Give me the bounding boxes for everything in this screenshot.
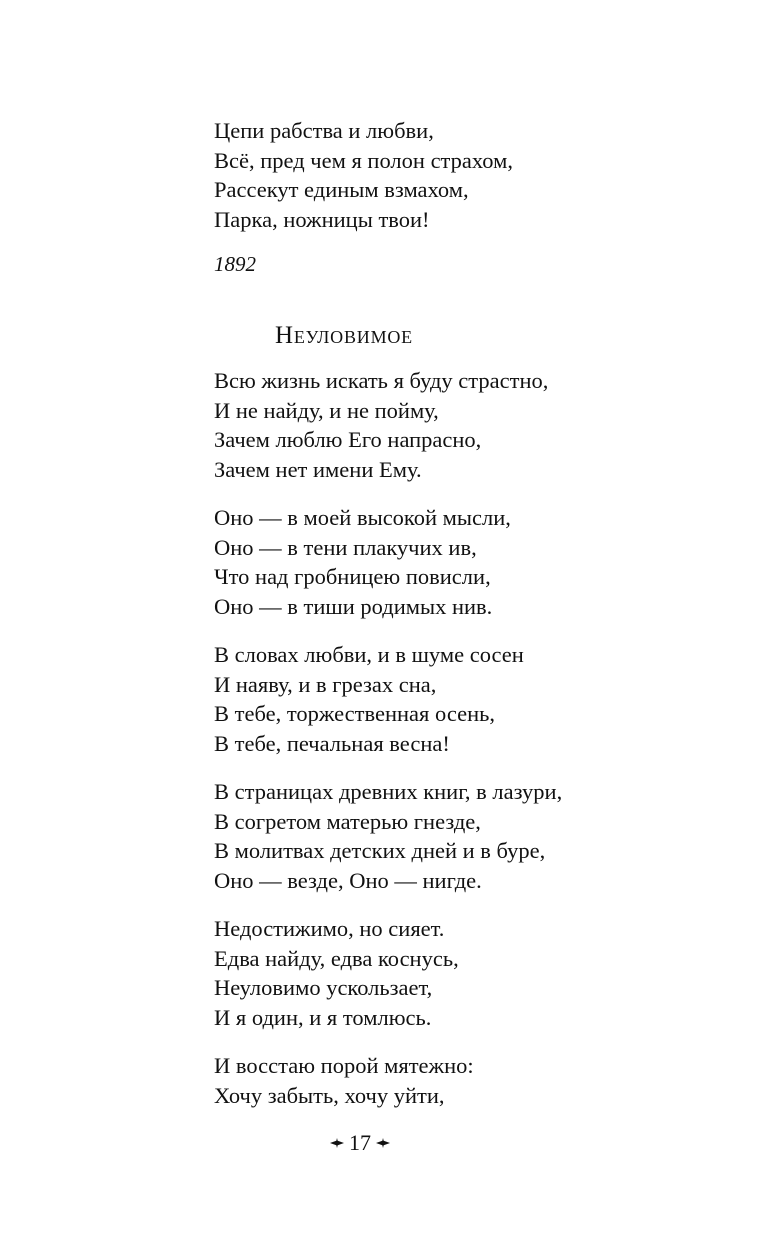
page-number: 17 [349, 1130, 371, 1155]
verse-line: И я один, и я томлюсь. [214, 1004, 432, 1030]
verse-line: В страницах древних книг, в лазури, [214, 779, 563, 804]
verse-line: Едва найду, едва коснусь, [214, 945, 459, 971]
verse-line: Неуловимо ускользает, [214, 975, 433, 1001]
verse-line: В молитвах детских дней и в буре, [214, 838, 546, 864]
verse-line: В тебе, печальная весна! [214, 730, 450, 756]
stanza-6 [214, 1051, 474, 1110]
stanza-1 [214, 366, 548, 484]
verse-line: Цепи рабства и любви, [214, 118, 434, 143]
poem-year: 1892 [214, 252, 256, 276]
stanza-4 [214, 777, 562, 895]
verse-line: Что над гробницею повисли, [214, 564, 491, 590]
verse-line: Зачем нет имени Ему. [214, 456, 422, 482]
diamond-ornament-icon [330, 1136, 344, 1150]
diamond-ornament-icon [376, 1136, 390, 1150]
verse-line: Оно — везде, Оно — нигде. [214, 867, 482, 893]
verse-line: В согретом матерью гнезде, [214, 808, 481, 834]
previous-poem-stanza [214, 116, 513, 234]
verse-line: Оно — в моей высокой мысли, [214, 505, 511, 530]
verse-line: И восстаю порой мятежно: [214, 1053, 474, 1078]
verse-line: Зачем люблю Его напрасно, [214, 427, 482, 453]
stanza-5 [214, 914, 459, 1032]
verse-line: И наяву, и в грезах сна, [214, 671, 437, 697]
poem-title: Неуловимое [275, 322, 413, 349]
page-footer [0, 1130, 720, 1156]
verse-line: В тебе, торжественная осень, [214, 701, 495, 727]
verse-line: Оно — в тиши родимых нив. [214, 593, 493, 619]
verse-line: И не найду, и не пойму, [214, 397, 439, 423]
verse-line: Недостижимо, но сияет. [214, 916, 445, 941]
verse-line: Всё, пред чем я полон страхом, [214, 147, 513, 173]
verse-line: Оно — в тени плакучих ив, [214, 534, 477, 560]
verse-line: Хочу забыть, хочу уйти, [214, 1082, 445, 1108]
verse-line: В словах любви, и в шуме сосен [214, 642, 524, 667]
stanza-2 [214, 503, 511, 621]
verse-line: Рассекут единым взмахом, [214, 177, 469, 203]
stanza-3 [214, 640, 524, 758]
verse-line: Всю жизнь искать я буду страстно, [214, 368, 549, 393]
verse-line: Парка, ножницы твои! [214, 206, 430, 232]
